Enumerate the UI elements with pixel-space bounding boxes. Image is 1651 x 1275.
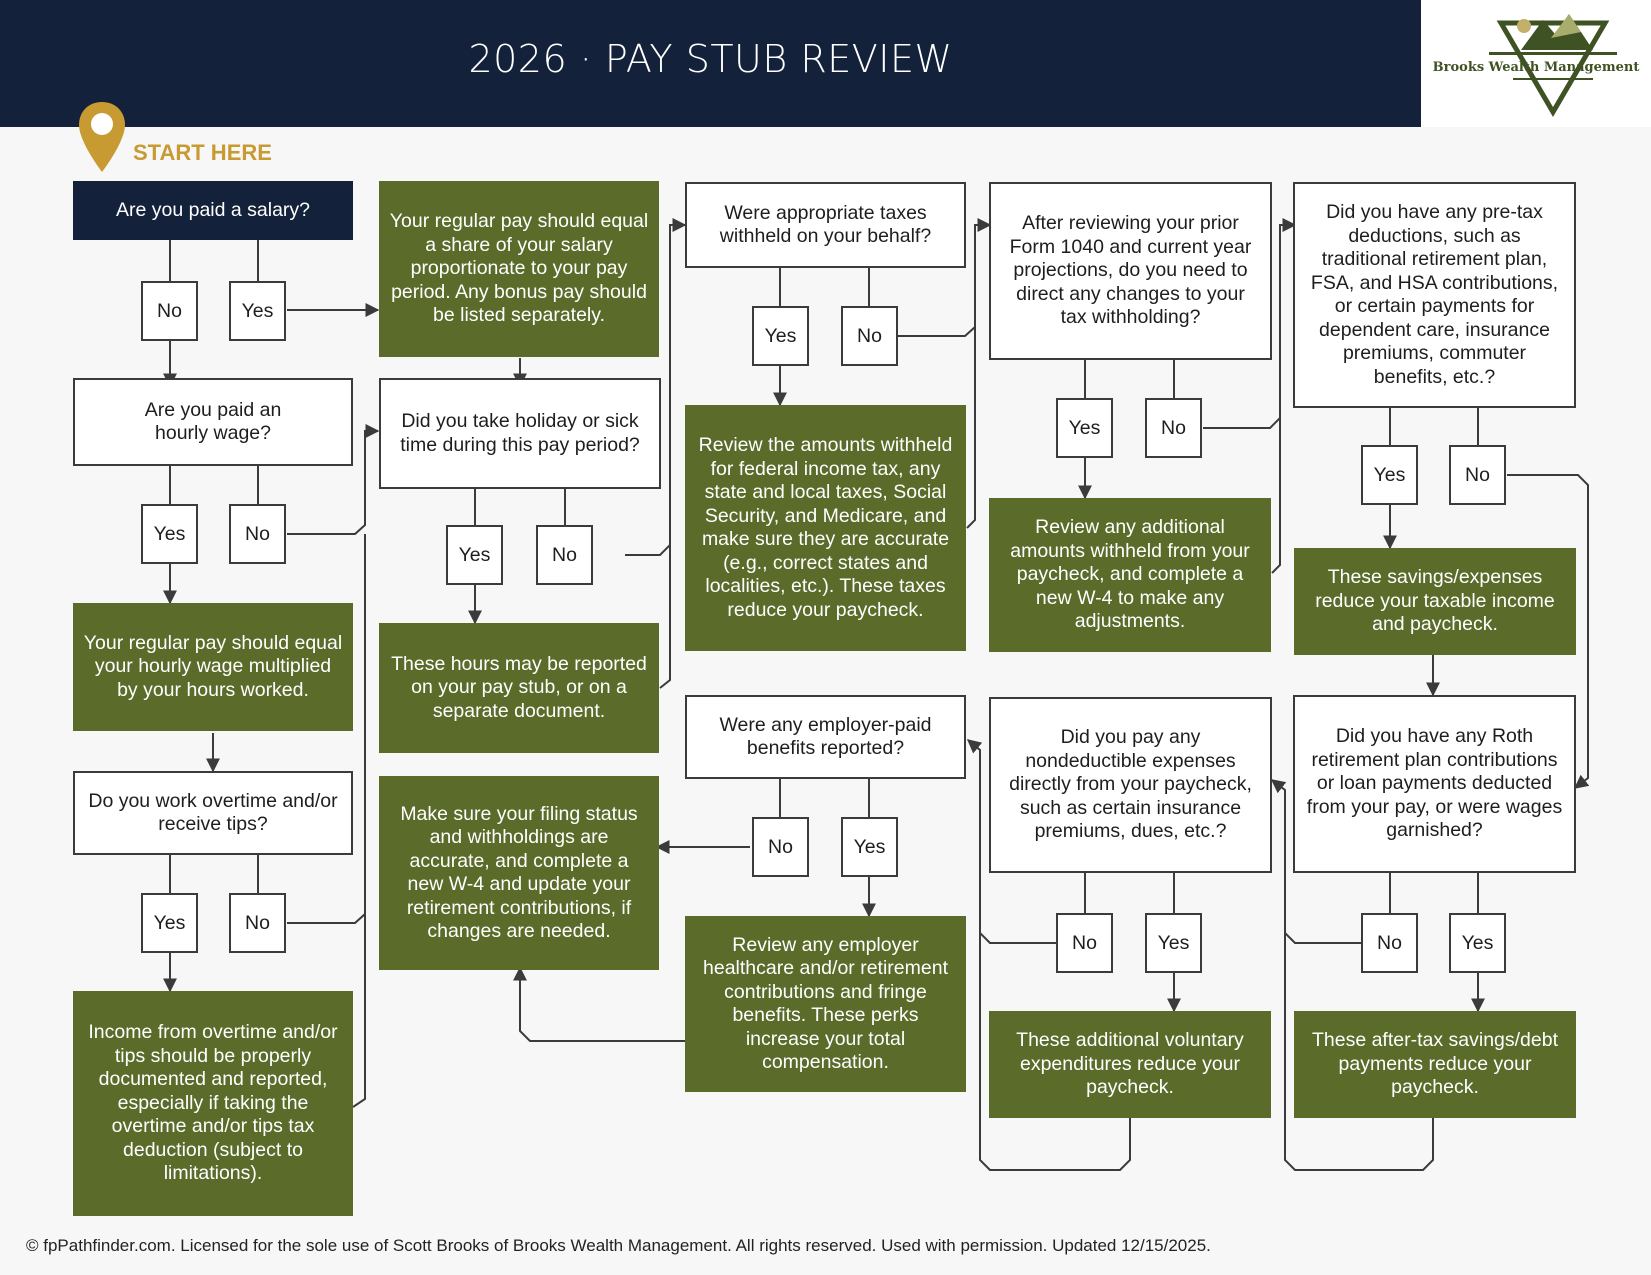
pretax-yes-option[interactable]: Yes	[1361, 445, 1418, 505]
filing-answer: Make sure your filing status and withholdings are accurate, and complete a new W-4 and update your retirement contributions, if changes are needed.	[379, 776, 659, 970]
pretax-question: Did you have any pre-tax deductions, such as traditional retirement plan, FSA, and HSA contributions, or certain payments for dependent care, insurance premiums, commuter benefits, etc.?	[1293, 182, 1576, 408]
roth-question: Did you have any Roth retirement plan contributions or loan payments deducted from your pay, or were wages garnished?	[1293, 695, 1576, 873]
hourly-no-option[interactable]: No	[229, 504, 286, 564]
w4-answer: Review any additional amounts withheld from your paycheck, and complete a new W-4 to make any adjustments.	[989, 498, 1271, 652]
overtime-no-option[interactable]: No	[229, 893, 286, 953]
nondeductible-answer: These additional voluntary expenditures reduce your paycheck.	[989, 1011, 1271, 1118]
footer-copyright: © fpPathfinder.com. Licensed for the sole use of Scott Brooks of Brooks Wealth Management. All rights reserved. Used with permission. Updated 12/15/2025.	[26, 1236, 1211, 1255]
holiday-no-option[interactable]: No	[536, 525, 593, 585]
benefits-no-option[interactable]: No	[752, 817, 809, 877]
taxes-yes-option[interactable]: Yes	[752, 306, 809, 366]
overtime-answer: Income from overtime and/or tips should be properly documented and reported, especially if taking the overtime and/or tips tax deduction (subject to limitations).	[73, 991, 353, 1216]
taxes-question: Were appropriate taxes withheld on your behalf?	[685, 182, 966, 268]
roth-yes-option[interactable]: Yes	[1449, 913, 1506, 973]
holiday-yes-option[interactable]: Yes	[446, 525, 503, 585]
holiday-question: Did you take holiday or sick time during this pay period?	[379, 378, 661, 489]
overtime-yes-option[interactable]: Yes	[141, 893, 198, 953]
benefits-question: Were any employer-paid benefits reported?	[685, 695, 966, 779]
pretax-no-option[interactable]: No	[1449, 445, 1506, 505]
hourly-answer: Your regular pay should equal your hourly wage multiplied by your hours worked.	[73, 603, 353, 731]
hourly-question: Are you paid an hourly wage?	[73, 378, 353, 466]
taxes-no-option[interactable]: No	[841, 306, 898, 366]
hourly-yes-option[interactable]: Yes	[141, 504, 198, 564]
start-here-label: START HERE	[133, 140, 272, 165]
nondeductible-question: Did you pay any nondeductible expenses directly from your paycheck, such as certain insurance premiums, dues, etc.?	[989, 697, 1272, 873]
roth-answer: These after-tax savings/debt payments reduce your paycheck.	[1294, 1011, 1576, 1118]
benefits-yes-option[interactable]: Yes	[841, 817, 898, 877]
salary-no-option[interactable]: No	[141, 281, 198, 341]
salary-yes-option[interactable]: Yes	[229, 281, 286, 341]
overtime-question: Do you work overtime and/or receive tips?	[73, 771, 353, 855]
salary-question: Are you paid a salary?	[73, 181, 353, 240]
salary-answer: Your regular pay should equal a share of your salary proportionate to your pay period. Any bonus pay should be listed separately.	[379, 181, 659, 357]
taxes-answer: Review the amounts withheld for federal income tax, any state and local taxes, Social Security, and Medicare, and make sure they are accurate (e.g., correct states and localities, etc.). These taxes reduce your paycheck.	[685, 405, 966, 651]
holiday-answer: These hours may be reported on your pay stub, or on a separate document.	[379, 623, 659, 753]
page-title: 2026 · PAY STUB REVIEW	[468, 37, 953, 81]
w4-question: After reviewing your prior Form 1040 and current year projections, do you need to direct any changes to your tax withholding?	[989, 182, 1272, 360]
roth-no-option[interactable]: No	[1361, 913, 1418, 973]
logo-text: Brooks Wealth Management	[1432, 60, 1640, 75]
w4-no-option[interactable]: No	[1145, 398, 1202, 458]
pretax-answer: These savings/expenses reduce your taxable income and paycheck.	[1294, 548, 1576, 655]
w4-yes-option[interactable]: Yes	[1056, 398, 1113, 458]
nondeductible-yes-option[interactable]: Yes	[1145, 913, 1202, 973]
benefits-answer: Review any employer healthcare and/or retirement contributions and fringe benefits. These perks increase your total compensation.	[685, 916, 966, 1092]
nondeductible-no-option[interactable]: No	[1056, 913, 1113, 973]
